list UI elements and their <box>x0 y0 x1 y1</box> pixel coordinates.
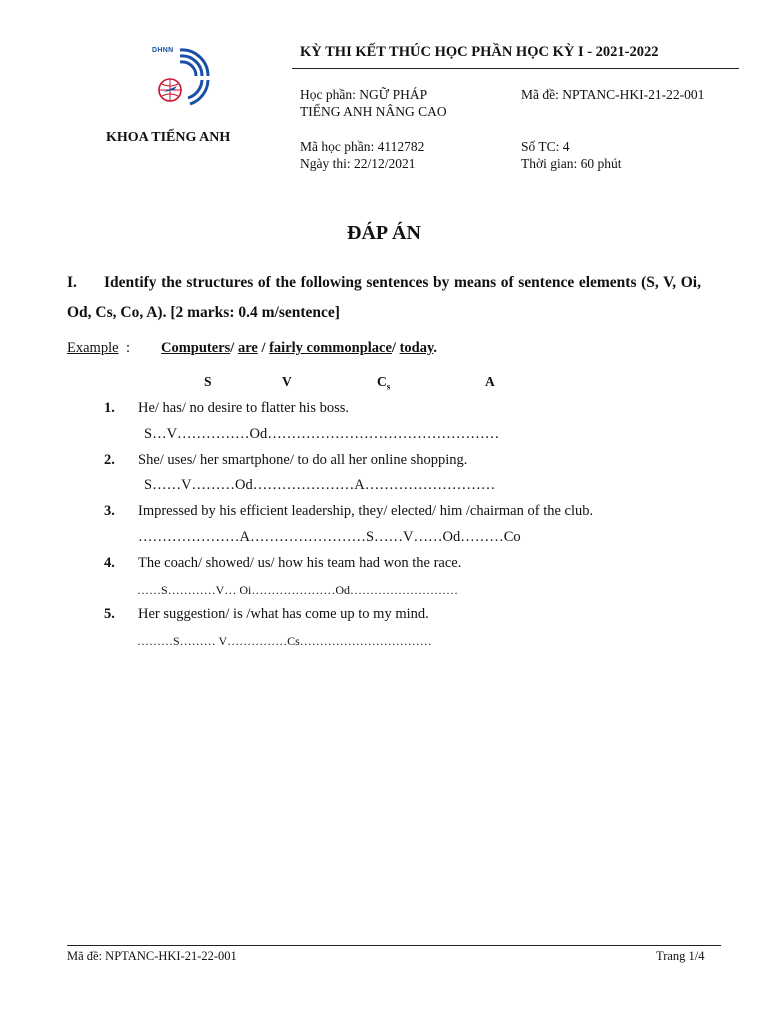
example-sentence <box>161 340 437 357</box>
exam-code: Mã đề: NPTANC-HKI-21-22-001 <box>521 87 705 102</box>
exam-duration: Thời gian: 60 phút <box>521 156 622 171</box>
example-word: are <box>237 340 258 356</box>
question-text: The coach/ showed/ us/ how his team had won the race. <box>138 555 462 571</box>
question-text: He/ has/ no desire to flatter his boss. <box>138 400 350 416</box>
question-answer: …………………A……………………S……V……Od………Co <box>138 529 521 545</box>
footer-exam-code: Mã đề: NPTANC-HKI-21-22-001 <box>67 949 237 963</box>
example-label: Example <box>67 340 119 356</box>
page-number: Trang 1/4 <box>656 949 705 963</box>
question-number: 4. <box>104 555 115 571</box>
question-answer: ………S……… V……………Cs…………………………… <box>137 634 432 648</box>
example-sep: / <box>257 340 270 356</box>
example-word: today <box>399 340 434 356</box>
answer-key-title: ĐÁP ÁN <box>347 222 421 244</box>
question-answer: S……V………Od…………………A……………………… <box>144 477 496 493</box>
course-code: Mã học phần: 4112782 <box>300 139 425 154</box>
question-number: 3. <box>104 503 115 519</box>
exam-date: Ngày thi: 22/12/2021 <box>300 156 416 171</box>
example-word: fairly commonplace <box>269 340 392 356</box>
section-text: Identify the structures of the following sentences by means of sentence elements (S, V, Oi, Od, Cs, Co, A). [2 marks: 0.4 m/sentence] <box>67 274 701 321</box>
example-tag-s: S <box>204 374 212 389</box>
question-text: She/ uses/ her smartphone/ to do all her online shopping. <box>138 452 468 468</box>
section-number: I. <box>67 274 77 291</box>
course-name-line1: Học phần: NGỮ PHÁP <box>300 87 428 102</box>
question-number: 2. <box>104 452 115 468</box>
course-name-line2: TIẾNG ANH NÂNG CAO <box>300 104 447 119</box>
question-text: Impressed by his efficient leadership, they/ elected/ him /chairman of the club. <box>138 503 594 519</box>
question-answer: S…V……………Od………………………………………… <box>144 426 500 442</box>
section-instructions <box>67 268 701 328</box>
example-tag-a: A <box>485 374 495 389</box>
question-text: Her suggestion/ is /what has come up to my mind. <box>138 606 429 622</box>
exam-title: KỲ THI KẾT THÚC HỌC PHẦN HỌC KỲ I - 2021-2022 <box>300 44 659 60</box>
department-name: KHOA TIẾNG ANH <box>106 130 231 145</box>
example-period: . <box>433 340 438 356</box>
question-number: 5. <box>104 606 115 622</box>
question-number: 1. <box>104 400 115 416</box>
example-colon: : <box>126 340 131 356</box>
question-answer: ……S…………V… Oi…………………Od……………………… <box>137 583 459 597</box>
example-tag-c-sub: s <box>386 381 391 392</box>
example-tag-v: V <box>282 374 292 389</box>
example-word: Computers <box>161 340 231 356</box>
footer-divider <box>67 945 721 946</box>
example-tag-cs <box>377 374 390 392</box>
header-divider <box>292 68 739 69</box>
logo-abbreviation: DHNN <box>152 47 174 54</box>
credits: Số TC: 4 <box>521 139 570 154</box>
example-sep: / <box>391 340 400 356</box>
example-sep: / <box>230 340 238 356</box>
example-tag-c: C <box>377 374 387 389</box>
